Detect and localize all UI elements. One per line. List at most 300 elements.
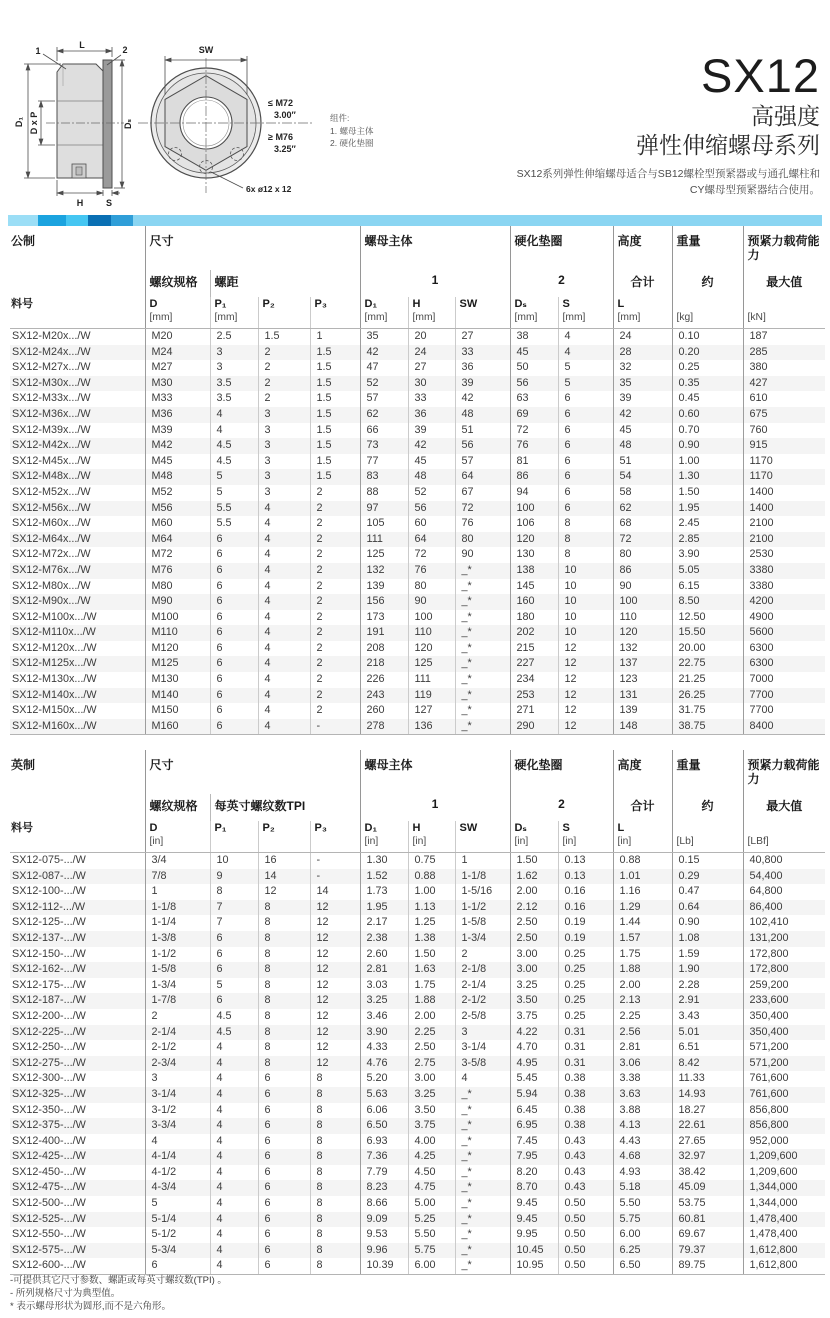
table-cell: 38 — [510, 329, 558, 345]
table-cell: 8 — [310, 1196, 360, 1212]
table-cell: 4 — [210, 1180, 258, 1196]
table-row — [10, 947, 825, 963]
table-cell: 89.75 — [672, 1258, 743, 1274]
accent-bar-segment — [88, 215, 111, 226]
table-cell: 3 — [258, 407, 310, 423]
table-cell: 100 — [613, 594, 672, 610]
table-cell: 9.96 — [360, 1243, 408, 1259]
table-cell: 12 — [558, 656, 613, 672]
group-header-size: 尺寸 — [145, 750, 360, 794]
table-cell: 1.59 — [672, 947, 743, 963]
table-cell: 5.00 — [408, 1196, 455, 1212]
table-cell: 0.50 — [558, 1212, 613, 1228]
table-cell: SX12-M36x.../W — [10, 407, 145, 423]
table-cell: 131,200 — [743, 931, 825, 947]
table-cell: 1.08 — [672, 931, 743, 947]
table-cell: 106 — [510, 516, 558, 532]
table-cell: 4 — [145, 1134, 210, 1150]
table-cell: 1-1/8 — [145, 900, 210, 916]
metric-table — [10, 226, 825, 735]
table-cell: 6 — [210, 962, 258, 978]
table-cell: 139 — [613, 703, 672, 719]
table-cell: SX12-M64x.../W — [10, 532, 145, 548]
table-cell: 0.70 — [672, 423, 743, 439]
table-cell: 12 — [310, 1040, 360, 1056]
table-cell: 1.90 — [672, 962, 743, 978]
table-cell: 0.16 — [558, 900, 613, 916]
table-cell: 12 — [310, 931, 360, 947]
table-cell: 28 — [613, 345, 672, 361]
table-cell: 45 — [408, 454, 455, 470]
table-cell: 6 — [210, 688, 258, 704]
table-cell: M48 — [145, 469, 210, 485]
table-cell: 0.25 — [672, 360, 743, 376]
table-cell: 2 — [310, 501, 360, 517]
table-cell: _* — [455, 719, 510, 735]
column-header: H [in] — [408, 821, 455, 853]
table-cell: 4.76 — [360, 1056, 408, 1072]
column-header: P₂ — [258, 821, 310, 853]
table-cell: 6 — [210, 563, 258, 579]
table-row — [10, 547, 825, 563]
table-cell: 1,209,600 — [743, 1165, 825, 1181]
subtitle-series: 弹性伸缩螺母系列 — [636, 132, 820, 158]
table-cell: 0.10 — [672, 329, 743, 345]
table-cell: 3.00 — [510, 947, 558, 963]
table-cell: 1-3/4 — [145, 978, 210, 994]
table-cell: 10 — [558, 563, 613, 579]
table-cell: 1,478,400 — [743, 1212, 825, 1228]
table-row — [10, 1180, 825, 1196]
table-cell: 6 — [210, 656, 258, 672]
table-cell: 33 — [408, 391, 455, 407]
table-cell: 4 — [258, 610, 310, 626]
table-cell: 1.62 — [510, 869, 558, 885]
column-header: H [mm] — [408, 297, 455, 329]
table-cell: 6.06 — [360, 1103, 408, 1119]
table-cell: 119 — [408, 688, 455, 704]
dim-label-S: S — [105, 198, 113, 208]
table-cell: 2.38 — [360, 931, 408, 947]
table-cell: 1.50 — [408, 947, 455, 963]
table-cell: 0.19 — [558, 915, 613, 931]
table-cell: 2.12 — [510, 900, 558, 916]
table-cell: 156 — [360, 594, 408, 610]
table-cell: 6 — [258, 1227, 310, 1243]
table-cell: 8 — [310, 1134, 360, 1150]
table-cell: 4 — [210, 1040, 258, 1056]
table-cell: 6 — [258, 1212, 310, 1228]
table-cell: 5.50 — [408, 1227, 455, 1243]
table-cell: 77 — [360, 454, 408, 470]
dim-label-L: L — [79, 40, 85, 50]
table-cell: SX12-500-.../W — [12, 1197, 86, 1210]
table-cell: 3.06 — [613, 1056, 672, 1072]
table-cell: 6 — [210, 625, 258, 641]
table-cell: 12 — [310, 900, 360, 916]
table-cell: 4 — [210, 407, 258, 423]
table-cell: 9.45 — [510, 1212, 558, 1228]
table-cell: SX12-M80x.../W — [12, 579, 91, 592]
table-cell: 27 — [455, 329, 510, 345]
table-cell: 11.33 — [672, 1071, 743, 1087]
table-cell: 4 — [258, 688, 310, 704]
table-cell: 8 — [258, 1056, 310, 1072]
table-cell: 4 — [558, 345, 613, 361]
table-cell: 110 — [408, 625, 455, 641]
table-cell: 285 — [743, 345, 825, 361]
table-cell: 1,478,400 — [743, 1227, 825, 1243]
table-cell: M140 — [145, 688, 210, 704]
table-cell: 3.38 — [613, 1071, 672, 1087]
table-cell: 4 — [258, 641, 310, 657]
table-cell: SX12-137-.../W — [10, 931, 145, 947]
table-row — [10, 501, 825, 517]
table-row — [10, 1227, 825, 1243]
table-cell: 12 — [310, 947, 360, 963]
table-cell: 0.25 — [558, 962, 613, 978]
table-cell: 675 — [743, 407, 825, 423]
table-cell: 76 — [408, 563, 455, 579]
table-cell: 27.65 — [672, 1134, 743, 1150]
table-cell: 6.50 — [360, 1118, 408, 1134]
table-cell: 100 — [510, 501, 558, 517]
table-cell: 6 — [258, 1118, 310, 1134]
table-cell: 1-5/16 — [455, 884, 510, 900]
table-cell: 120 — [408, 641, 455, 657]
table-cell: SX12-162-.../W — [10, 962, 145, 978]
table-cell: 1170 — [743, 469, 825, 485]
table-cell: 8 — [310, 1258, 360, 1274]
table-cell: 2.13 — [613, 993, 672, 1009]
column-header: D₁ [mm] — [360, 297, 408, 329]
table-cell: SX12-M140x.../W — [10, 688, 145, 704]
table-cell: 8.50 — [672, 594, 743, 610]
table-row — [10, 438, 825, 454]
table-cell: 172,800 — [743, 947, 825, 963]
table-cell: 5-3/4 — [145, 1243, 210, 1259]
table-row — [10, 1103, 825, 1119]
table-cell: 12 — [558, 688, 613, 704]
table-cell: 90 — [408, 594, 455, 610]
table-cell: 2.75 — [408, 1056, 455, 1072]
table-cell: 4 — [558, 329, 613, 345]
table-cell: 1.95 — [672, 501, 743, 517]
table-cell: _* — [455, 1149, 510, 1165]
table-cell: M39 — [145, 423, 210, 439]
table-cell: 20 — [408, 329, 455, 345]
table-cell: 1.50 — [672, 485, 743, 501]
table-cell: 12.50 — [672, 610, 743, 626]
table-cell: 9 — [210, 869, 258, 885]
table-cell: SX12-087-.../W — [10, 869, 145, 885]
table-cell: 3.50 — [510, 993, 558, 1009]
table-cell: 2.60 — [360, 947, 408, 963]
table-cell: 10 — [558, 579, 613, 595]
table-cell: 6 — [210, 931, 258, 947]
table-cell: 145 — [510, 579, 558, 595]
table-row — [10, 485, 825, 501]
range-ge-label: ≥ M76 — [268, 132, 293, 142]
table-cell: - — [310, 719, 360, 735]
table-cell: 2.56 — [613, 1025, 672, 1041]
table-cell: _* — [455, 1258, 510, 1274]
table-cell: 66 — [360, 423, 408, 439]
table-cell: 1.5 — [310, 454, 360, 470]
table-cell: SX12-187-.../W — [10, 993, 145, 1009]
table-cell: 111 — [360, 532, 408, 548]
column-header: SW — [455, 821, 510, 853]
table-cell: 120 — [510, 532, 558, 548]
table-cell: 350,400 — [743, 1025, 825, 1041]
table-cell: M150 — [145, 703, 210, 719]
table-cell: _* — [455, 1212, 510, 1228]
table-row — [10, 915, 825, 931]
table-cell: 1-1/2 — [455, 900, 510, 916]
table-cell: 4.75 — [408, 1180, 455, 1196]
sub-header-washer-num: 2 — [510, 270, 613, 297]
subtitle-strength: 高强度 — [751, 103, 820, 129]
table-cell: 12 — [310, 993, 360, 1009]
table-row — [10, 978, 825, 994]
table-cell: 12 — [558, 641, 613, 657]
table-cell: 94 — [510, 485, 558, 501]
table-cell: 6.15 — [672, 579, 743, 595]
table-cell: 202 — [510, 625, 558, 641]
table-cell: 39 — [613, 391, 672, 407]
table-cell: 2-1/2 — [145, 1040, 210, 1056]
table-cell: 36 — [455, 360, 510, 376]
table-cell: 2-1/4 — [455, 978, 510, 994]
table-cell: 4.33 — [360, 1040, 408, 1056]
table-row — [10, 579, 825, 595]
table-cell: 2.81 — [613, 1040, 672, 1056]
table-cell: 2 — [258, 376, 310, 392]
table-cell: SX12-M72x.../W — [12, 548, 91, 561]
accent-bar-segment — [133, 215, 822, 226]
table-cell: 80 — [613, 547, 672, 563]
table-cell: M24 — [145, 345, 210, 361]
table-cell: 6.00 — [408, 1258, 455, 1274]
table-cell: 8 — [258, 915, 310, 931]
table-cell: 1.13 — [408, 900, 455, 916]
table-cell: 1.00 — [672, 454, 743, 470]
table-cell: M130 — [145, 672, 210, 688]
table-cell: 3380 — [743, 563, 825, 579]
dim-label-SW: SW — [198, 45, 214, 55]
table-cell: 56 — [408, 501, 455, 517]
table-cell: 1,612,800 — [743, 1258, 825, 1274]
table-cell: 50 — [510, 360, 558, 376]
table-cell: 0.25 — [558, 1009, 613, 1025]
table-cell: 6300 — [743, 641, 825, 657]
footnotes — [10, 1274, 227, 1313]
group-header-washer: 硬化垫圈 — [510, 750, 613, 794]
table-cell: 2-1/8 — [455, 962, 510, 978]
table-cell: 2.50 — [510, 915, 558, 931]
table-cell: 1.29 — [613, 900, 672, 916]
table-row — [10, 532, 825, 548]
table-cell: 290 — [510, 719, 558, 735]
table-row — [10, 656, 825, 672]
table-cell: SX12-375-.../W — [10, 1118, 145, 1134]
table-cell: 4 — [210, 1243, 258, 1259]
table-cell: 0.38 — [558, 1071, 613, 1087]
range-le-inch: 3.00″ — [274, 110, 296, 120]
table-cell: M160 — [145, 719, 210, 735]
table-cell: 12 — [310, 1025, 360, 1041]
table-cell: SX12-325-.../W — [10, 1087, 145, 1103]
table-cell: 234 — [510, 672, 558, 688]
table-cell: 4.5 — [210, 1025, 258, 1041]
table-cell: 3-3/4 — [145, 1118, 210, 1134]
table-cell: 26.25 — [672, 688, 743, 704]
table-row — [10, 1040, 825, 1056]
table-cell: 1 — [455, 853, 510, 869]
table-cell: 80 — [408, 579, 455, 595]
table-cell: 123 — [613, 672, 672, 688]
table-cell: 5.75 — [613, 1212, 672, 1228]
table-cell: 69 — [510, 407, 558, 423]
table-cell: SX12-M33x.../W — [12, 392, 91, 405]
table-cell: _* — [455, 703, 510, 719]
side-view — [46, 60, 124, 188]
legend-item-2: 2. 硬化垫圈 — [330, 138, 374, 148]
table-cell: 6 — [258, 1243, 310, 1259]
table-cell: 38.42 — [672, 1165, 743, 1181]
table-row — [10, 391, 825, 407]
table-cell: 8 — [258, 993, 310, 1009]
table-cell: 8 — [310, 1212, 360, 1228]
table-cell: 1.88 — [408, 993, 455, 1009]
table-cell: _* — [455, 1134, 510, 1150]
table-cell: 2 — [455, 947, 510, 963]
table-cell: 6 — [210, 703, 258, 719]
range-le-label: ≤ M72 — [268, 98, 293, 108]
table-cell: 76 — [455, 516, 510, 532]
table-cell: 5.18 — [613, 1180, 672, 1196]
table-cell: 51 — [613, 454, 672, 470]
table-cell: 8 — [310, 1180, 360, 1196]
table-cell: 1 — [145, 884, 210, 900]
table-cell: 0.88 — [613, 853, 672, 869]
table-cell: 81 — [510, 454, 558, 470]
table-cell: 1.5 — [310, 407, 360, 423]
table-cell: 1.30 — [360, 853, 408, 869]
table-cell: 5.05 — [672, 563, 743, 579]
table-cell: 8 — [310, 1165, 360, 1181]
table-cell: 102,410 — [743, 915, 825, 931]
table-cell: _* — [455, 1227, 510, 1243]
table-cell: 0.88 — [408, 869, 455, 885]
table-cell: 2 — [310, 625, 360, 641]
table-cell: 4 — [210, 1087, 258, 1103]
table-cell: 1.25 — [408, 915, 455, 931]
table-cell: 48 — [408, 469, 455, 485]
table-cell: 3-5/8 — [455, 1056, 510, 1072]
table-cell: 48 — [613, 438, 672, 454]
table-cell: 3.00 — [510, 962, 558, 978]
group-header-height: 高度 — [613, 750, 672, 794]
column-header: Dₛ [in] — [510, 821, 558, 853]
table-cell: 253 — [510, 688, 558, 704]
table-cell: 915 — [743, 438, 825, 454]
table-cell: 5 — [558, 376, 613, 392]
table-cell: 64,800 — [743, 884, 825, 900]
table-cell: 4.5 — [210, 438, 258, 454]
metric-table-section — [10, 226, 825, 735]
table-cell: 7700 — [743, 688, 825, 704]
table-cell: 1.30 — [672, 469, 743, 485]
table-cell: 100 — [408, 610, 455, 626]
range-ge-inch: 3.25″ — [274, 144, 296, 154]
sub-header-approx: 约 — [672, 794, 743, 821]
table-cell: 856,800 — [743, 1103, 825, 1119]
legend-item-1: 1. 螺母主体 — [330, 125, 374, 136]
table-cell: 1.75 — [613, 947, 672, 963]
table-cell: 1-1/2 — [145, 947, 210, 963]
table-cell: 125 — [408, 656, 455, 672]
table-cell: 6.00 — [613, 1227, 672, 1243]
table-cell: 57 — [455, 454, 510, 470]
table-cell: 1-3/8 — [145, 931, 210, 947]
table-cell: 6 — [558, 454, 613, 470]
table-cell: 2.00 — [408, 1009, 455, 1025]
table-cell: 271 — [510, 703, 558, 719]
table-cell: 3.43 — [672, 1009, 743, 1025]
table-cell: 2-5/8 — [455, 1009, 510, 1025]
table-cell: 3.25 — [510, 978, 558, 994]
table-cell: 856,800 — [743, 1118, 825, 1134]
table-cell: 4 — [210, 1103, 258, 1119]
table-cell: 761,600 — [743, 1071, 825, 1087]
table-cell: 8 — [258, 1040, 310, 1056]
table-cell: 136 — [408, 719, 455, 735]
table-cell: 62 — [613, 501, 672, 517]
table-cell: 2.28 — [672, 978, 743, 994]
table-cell: 187 — [743, 329, 825, 345]
table-cell: 0.19 — [558, 931, 613, 947]
table-cell: 4.95 — [510, 1056, 558, 1072]
table-cell: 4.5 — [210, 1009, 258, 1025]
table-cell: 6.95 — [510, 1118, 558, 1134]
table-cell: 8 — [310, 1118, 360, 1134]
table-cell: 6 — [558, 391, 613, 407]
table-cell: SX12-200-.../W — [12, 1009, 86, 1022]
table-cell: 69.67 — [672, 1227, 743, 1243]
table-cell: 58 — [613, 485, 672, 501]
table-cell: SX12-175-.../W — [12, 978, 86, 991]
table-cell: 31.75 — [672, 703, 743, 719]
column-header: D [mm] — [145, 297, 210, 329]
footnote-2: - 所列规格尺寸为典型值。 — [10, 1288, 121, 1299]
table-cell: 12 — [558, 703, 613, 719]
table-cell: 125 — [360, 547, 408, 563]
table-cell: 6 — [210, 993, 258, 1009]
table-cell: 571,200 — [743, 1040, 825, 1056]
table-cell: 1.5 — [310, 376, 360, 392]
table-cell: 8 — [258, 1025, 310, 1041]
table-cell: 39 — [408, 423, 455, 439]
table-cell: 4 — [258, 501, 310, 517]
table-cell: 1400 — [743, 501, 825, 517]
table-cell: 260 — [360, 703, 408, 719]
table-cell: SX12-M76x.../W — [10, 563, 145, 579]
table-cell: 4 — [258, 532, 310, 548]
group-header-nut-body: 螺母主体 — [360, 226, 510, 270]
column-header: L [in] — [613, 821, 672, 853]
table-cell: 4.93 — [613, 1165, 672, 1181]
